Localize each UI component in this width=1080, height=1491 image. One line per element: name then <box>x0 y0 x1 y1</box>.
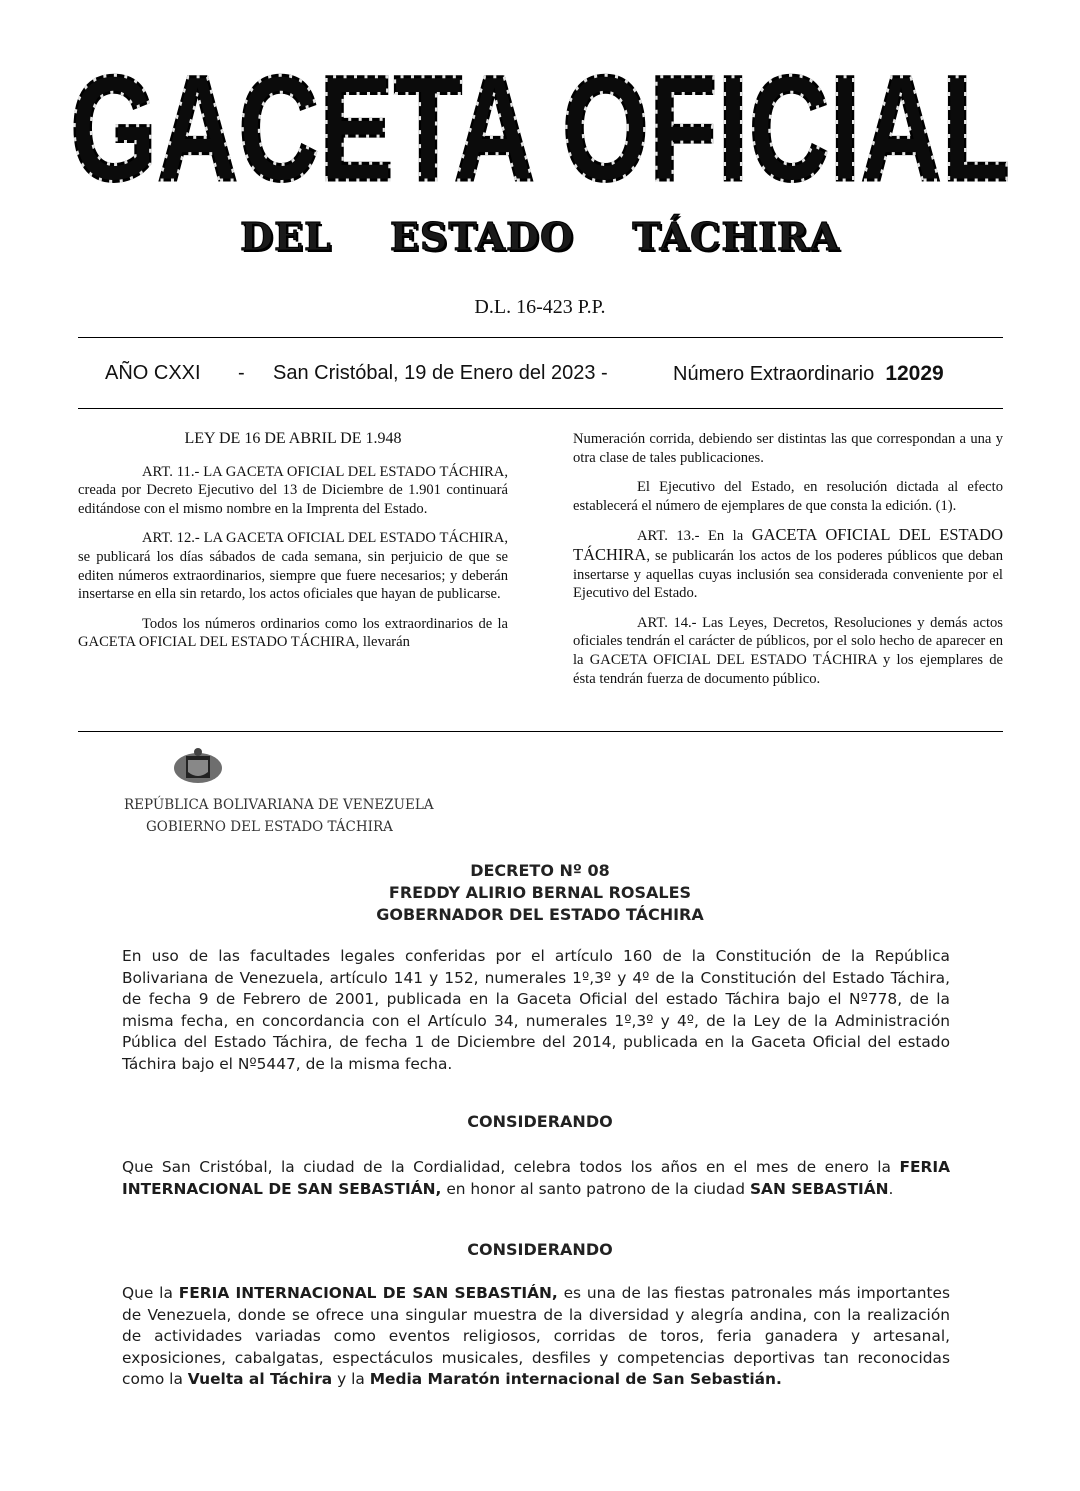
executive-paragraph: El Ejecutivo del Estado, en resolución dictada al efecto establecerá el número de ejemplares de que consta la edición. (1). <box>573 479 1003 514</box>
government-heading <box>124 794 434 838</box>
issue-place-date: San Cristóbal, 19 de Enero del 2023 - <box>273 362 608 384</box>
decree-heading <box>0 860 1080 926</box>
governor-name: FREDDY ALIRIO BERNAL ROSALES <box>388 883 692 902</box>
article-14: ART. 14.- Las Leyes, Decretos, Resoluciones y demás actos oficiales tendrán el carácter de públicos, por el solo hecho de aparecer en la GACETA OFICIAL DEL ESTADO TÁCHIRA y los ejemplares de ésta tendrán fuerza de documento público. <box>573 614 1003 687</box>
article-11: ART. 11.- LA GACETA OFICIAL DEL ESTADO TÁCHIRA, creada por Decreto Ejecutivo del 13 de Diciembre de 1.901 continuará editándose con el mismo nombre en la Imprenta del Estado. <box>78 463 508 517</box>
law-column-right <box>573 430 1003 699</box>
masthead-title <box>60 52 1020 202</box>
coat-of-arms-icon <box>170 746 226 786</box>
decree-number: DECRETO Nº 08 <box>470 861 610 880</box>
divider <box>78 408 1003 409</box>
article-13: ART. 13.- En la GACETA OFICIAL DEL ESTADO TÁCHIRA, se publicarán los actos de los poderes públicos que deban insertarse y aquellas cuyas inclusión sea considerada conveniente por el Ejecutivo del Estado. <box>573 525 1004 602</box>
subtitle-word: ESTADO <box>389 214 575 259</box>
subtitle-word: TÁCHIRA <box>632 214 840 259</box>
law-column-left <box>78 430 508 663</box>
government-name: GOBIERNO DEL ESTADO TÁCHIRA <box>146 819 393 835</box>
article-12: ART. 12.- LA GACETA OFICIAL DEL ESTADO TÁCHIRA, se publicará los días sábados de cada semana, sin perjuicio de que se editen números extraordinarios, siempre que fuere necesarios; y deberán insertarse en ella sin retardo, los actos oficiales que hayan de publicarse. <box>78 530 508 603</box>
decree-preamble: En uso de las facultades legales conferidas por el artículo 160 de la Constitución de la República Bolivariana de Venezuela, artículo 141 y 152, numerales 1º,3º y 4º de la Constitución del Estado Táchira, de fecha 9 de Febrero de 2001, publicada en la Gaceta Oficial del estado Táchira bajo el Nº778, de la misma fecha, en concordancia con el Artículo 34, numerales 1º,3º y 4º, de la Ley de la Administración Pública del Estado Táchira, de fecha 1 de Diciembre del 2014, publicada en la Gaceta Oficial del estado Táchira bajo el Nº5447, de la misma fecha. <box>122 947 950 1073</box>
legal-deposit: D.L. 16-423 P.P. <box>474 296 606 318</box>
divider <box>78 731 1003 732</box>
considerando-heading: CONSIDERANDO <box>467 1112 613 1131</box>
subtitle-word: DEL <box>240 214 332 259</box>
issue-dash: - <box>238 362 245 384</box>
masthead-title-ornament: GACETA OFICIAL <box>70 52 1010 202</box>
numbering-continuation: Numeración corrida, debiendo ser distintas las que correspondan a una y otra clase de tales publicaciones. <box>573 431 1003 466</box>
governor-position: GOBERNADOR DEL ESTADO TÁCHIRA <box>376 905 704 924</box>
law-title: LEY DE 16 DE ABRIL DE 1.948 <box>184 430 402 447</box>
considerando-2-text: Que la FERIA INTERNACIONAL DE SAN SEBASTIÁN, es una de las fiestas patronales más importantes de Venezuela, donde se ofrece una singular muestra de la diversidad y alegría andina, con la realización de actividades variadas como eventos religiosos, corridas de toros, feria ganadera y artesanal, exposiciones, cabalgatas, espectáculos musicales, desfiles y competencias deportivas tan reconocidas como la Vuelta al Táchira y la Media Maratón internacional de San Sebastián. <box>122 1284 950 1388</box>
masthead-subtitle <box>0 214 1080 259</box>
issue-year: AÑO CXXI <box>105 362 201 384</box>
considerando-1-text: Que San Cristóbal, la ciudad de la Cordialidad, celebra todos los años en el mes de enero la FERIA INTERNACIONAL DE SAN SEBASTIÁN, en honor al santo patrono de la ciudad SAN SEBASTIÁN. <box>122 1158 950 1198</box>
republic-name: REPÚBLICA BOLIVARIANA DE VENEZUELA <box>124 797 434 813</box>
svg-text:GACETA OFICIAL: GACETA OFICIAL <box>70 52 1010 202</box>
numbering-paragraph: Todos los números ordinarios como los extraordinarios de la GACETA OFICIAL DEL ESTADO TÁCHIRA, llevarán <box>78 615 508 651</box>
divider <box>78 337 1003 338</box>
considerando-heading: CONSIDERANDO <box>467 1240 613 1259</box>
issue-number: Número Extraordinario 12029 <box>673 362 944 385</box>
